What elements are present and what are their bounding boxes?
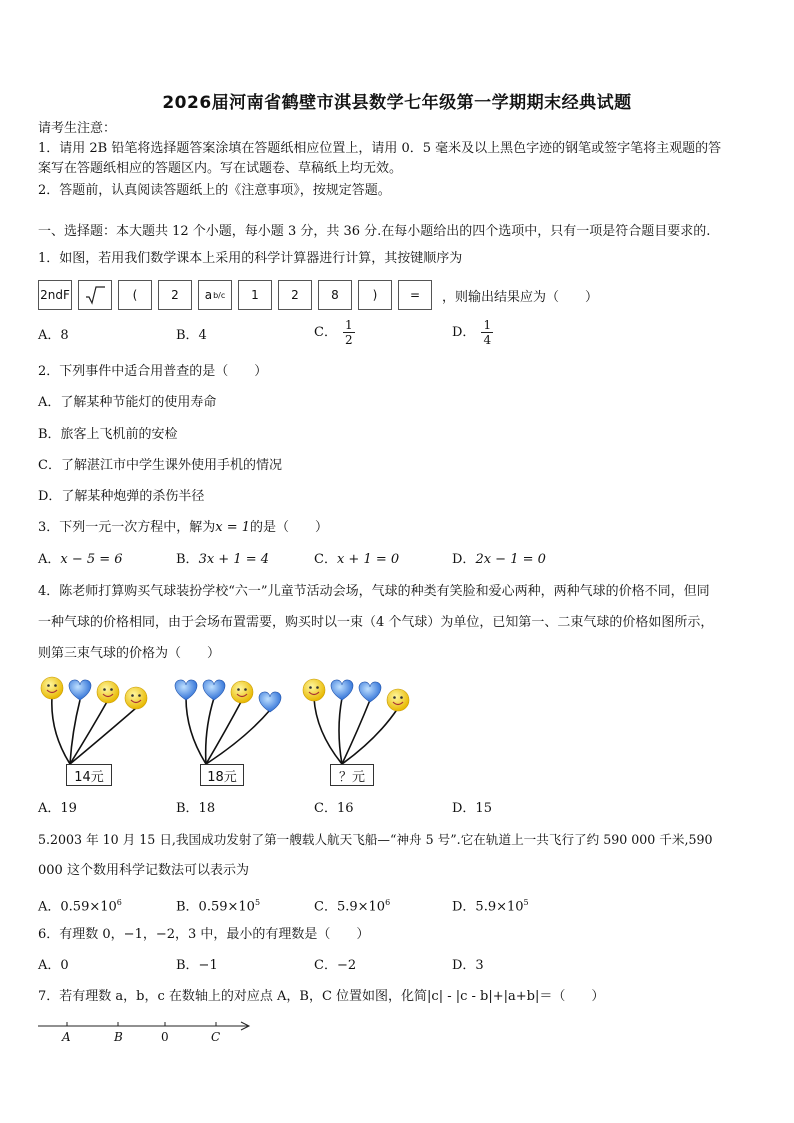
section-heading: 一、选择题：本大题共 12 个小题，每小题 3 分，共 36 分.在每小题给出的四个选项中，只有一项是符合题目要求的. xyxy=(38,224,711,239)
key-fraction-base: a xyxy=(204,288,213,302)
q1-option-c xyxy=(314,318,355,347)
price-box-2: 18元 xyxy=(200,764,244,786)
notice-heading: 请考生注意： xyxy=(38,121,117,136)
q4-option-d: D．15 xyxy=(452,801,492,816)
key-fraction-sup: b/c xyxy=(213,290,226,300)
q3-stem-b: 的是（ ） xyxy=(250,520,329,535)
fraction-denominator: 4 xyxy=(483,333,492,347)
q5-option-a xyxy=(38,894,122,916)
label-c: C xyxy=(211,1030,221,1044)
q3-stem-a: 3．下列一元一次方程中，解为 xyxy=(38,520,216,535)
q1-option-d-label: D． xyxy=(452,325,476,340)
q2-stem: 2．下列事件中适合用普查的是（ ） xyxy=(38,364,268,379)
q3-option-b-label: B． xyxy=(176,552,199,567)
q6-option-b: B．−1 xyxy=(176,958,218,973)
q4-line-1: 4．陈老师打算购买气球装扮学校“六一”儿童节活动会场，气球的种类有笑脸和爱心两种，两种气球的价格不同，但同 xyxy=(38,584,710,599)
q6-option-a: A．0 xyxy=(38,958,69,973)
q3-option-c-label: C． xyxy=(314,552,337,567)
q6-stem: 6．有理数 0，−1，−2，3 中，最小的有理数是（ ） xyxy=(38,927,370,942)
notice-item-2: 2．答题前，认真阅读答题纸上的《注意事项》，按规定答题。 xyxy=(38,183,391,198)
calculator-key-sequence xyxy=(38,279,598,311)
price-box-1: 14元 xyxy=(66,764,112,786)
balloon-bunch-1 xyxy=(41,677,147,764)
q5-option-c xyxy=(314,894,390,916)
label-a: A xyxy=(62,1030,71,1044)
key-2ndf: 2ndF xyxy=(38,280,72,310)
q4-line-2: 一种气球的价格相同，由于会场布置需要，购买时以一束（4 个气球）为单位，已知第一、二束气球的价格如图所示， xyxy=(38,615,714,630)
key-8: 8 xyxy=(318,280,352,310)
q7-stem: 7．若有理数 a，b，c 在数轴上的对应点 A，B，C 位置如图，化简|c| - |c - b|+|a+b|＝（ ） xyxy=(38,989,605,1004)
key-2: 2 xyxy=(158,280,192,310)
balloon-bunches-figure xyxy=(36,672,426,802)
page-title: 2026届河南省鹤壁市淇县数学七年级第一学期期末经典试题 xyxy=(162,93,632,113)
q1-option-d-fraction xyxy=(481,318,493,347)
q3-option-b-math: 3x + 1 = 4 xyxy=(198,552,270,567)
q5-option-a-exp: 6 xyxy=(116,898,122,907)
q1-option-a: A．8 xyxy=(38,328,69,343)
q1-option-b: B．4 xyxy=(176,328,207,343)
q2-option-d: D．了解某种炮弹的杀伤半径 xyxy=(38,489,205,504)
q2-option-b: B．旅客上飞机前的安检 xyxy=(38,427,178,442)
balloon-bunch-3 xyxy=(303,679,409,764)
q5-option-b xyxy=(176,894,260,916)
q1-option-d xyxy=(452,318,493,347)
q1-option-c-label: C． xyxy=(314,325,337,340)
key-2b: 2 xyxy=(278,280,312,310)
q1-stem: 1．如图，若用我们数学课本上采用的科学计算器进行计算，其按键顺序为 xyxy=(38,251,463,266)
q3-option-c-math: x + 1 = 0 xyxy=(336,552,400,567)
q3-option-a-label: A． xyxy=(38,552,61,567)
q3-option-c xyxy=(314,551,399,569)
sqrt-key xyxy=(78,280,112,310)
q4-option-a: A．19 xyxy=(38,801,77,816)
q3-option-a-math: x − 5 = 6 xyxy=(60,552,123,567)
label-b: B xyxy=(114,1030,123,1044)
notice-item-1b: 案写在答题纸相应的答题区内。写在试题卷、草稿纸上均无效。 xyxy=(38,161,403,176)
fraction-numerator: 1 xyxy=(344,318,353,332)
q6-option-d: D．3 xyxy=(452,958,484,973)
q1-tail: ，则输出结果应为（ ） xyxy=(442,289,599,305)
balloon-bunch-2 xyxy=(175,680,281,764)
q3-stem-math: x = 1 xyxy=(215,520,251,535)
q6-option-c: C．−2 xyxy=(314,958,357,973)
q5-option-d-exp: 5 xyxy=(523,898,529,907)
q3-stem xyxy=(38,519,328,537)
fraction-numerator: 1 xyxy=(483,318,492,332)
key-close-paren: ) xyxy=(358,280,392,310)
q5-option-c-base: C．5.9×10 xyxy=(314,899,386,915)
sqrt-icon xyxy=(84,285,106,305)
q3-option-d xyxy=(452,551,546,569)
q4-line-3: 则第三束气球的价格为（ ） xyxy=(38,646,221,661)
q3-option-a xyxy=(38,551,123,569)
key-open-paren: ( xyxy=(118,280,152,310)
q5-option-a-base: A．0.59×10 xyxy=(38,899,117,915)
key-1: 1 xyxy=(238,280,272,310)
notice-item-1a: 1．请用 2B 铅笔将选择题答案涂填在答题纸相应位置上，请用 0．5 毫米及以上黑色字迹的钢笔或签字笔将主观题的答 xyxy=(38,141,722,156)
fraction-denominator: 2 xyxy=(344,333,353,347)
q3-option-d-label: D． xyxy=(452,552,476,567)
label-0: 0 xyxy=(161,1030,169,1044)
q2-option-c: C．了解湛江市中学生课外使用手机的情况 xyxy=(38,458,282,473)
q1-option-c-fraction xyxy=(343,318,355,347)
q5-option-b-base: B．0.59×10 xyxy=(176,899,255,915)
q4-option-c: C．16 xyxy=(314,801,354,816)
q5-option-c-exp: 6 xyxy=(385,898,391,907)
q5-option-b-exp: 5 xyxy=(254,898,261,907)
key-fraction xyxy=(198,280,232,310)
q5-option-d xyxy=(452,894,529,916)
q5-line-2: 000 这个数用科学记数法可以表示为 xyxy=(38,863,249,878)
q2-option-a: A．了解某种节能灯的使用寿命 xyxy=(38,395,217,410)
q4-option-b: B．18 xyxy=(176,801,216,816)
q3-option-b xyxy=(176,551,269,569)
q3-option-d-math: 2x − 1 = 0 xyxy=(475,552,546,567)
q5-line-1: 5.2003 年 10 月 15 日,我国成功发射了第一艘载人航天飞船—“神舟 5 号”.它在轨道上一共飞行了约 590 000 千米,590 xyxy=(38,832,713,847)
q5-option-d-base: D．5.9×10 xyxy=(452,899,524,915)
key-equals: = xyxy=(398,280,432,310)
price-box-3: ？元 xyxy=(330,764,374,786)
